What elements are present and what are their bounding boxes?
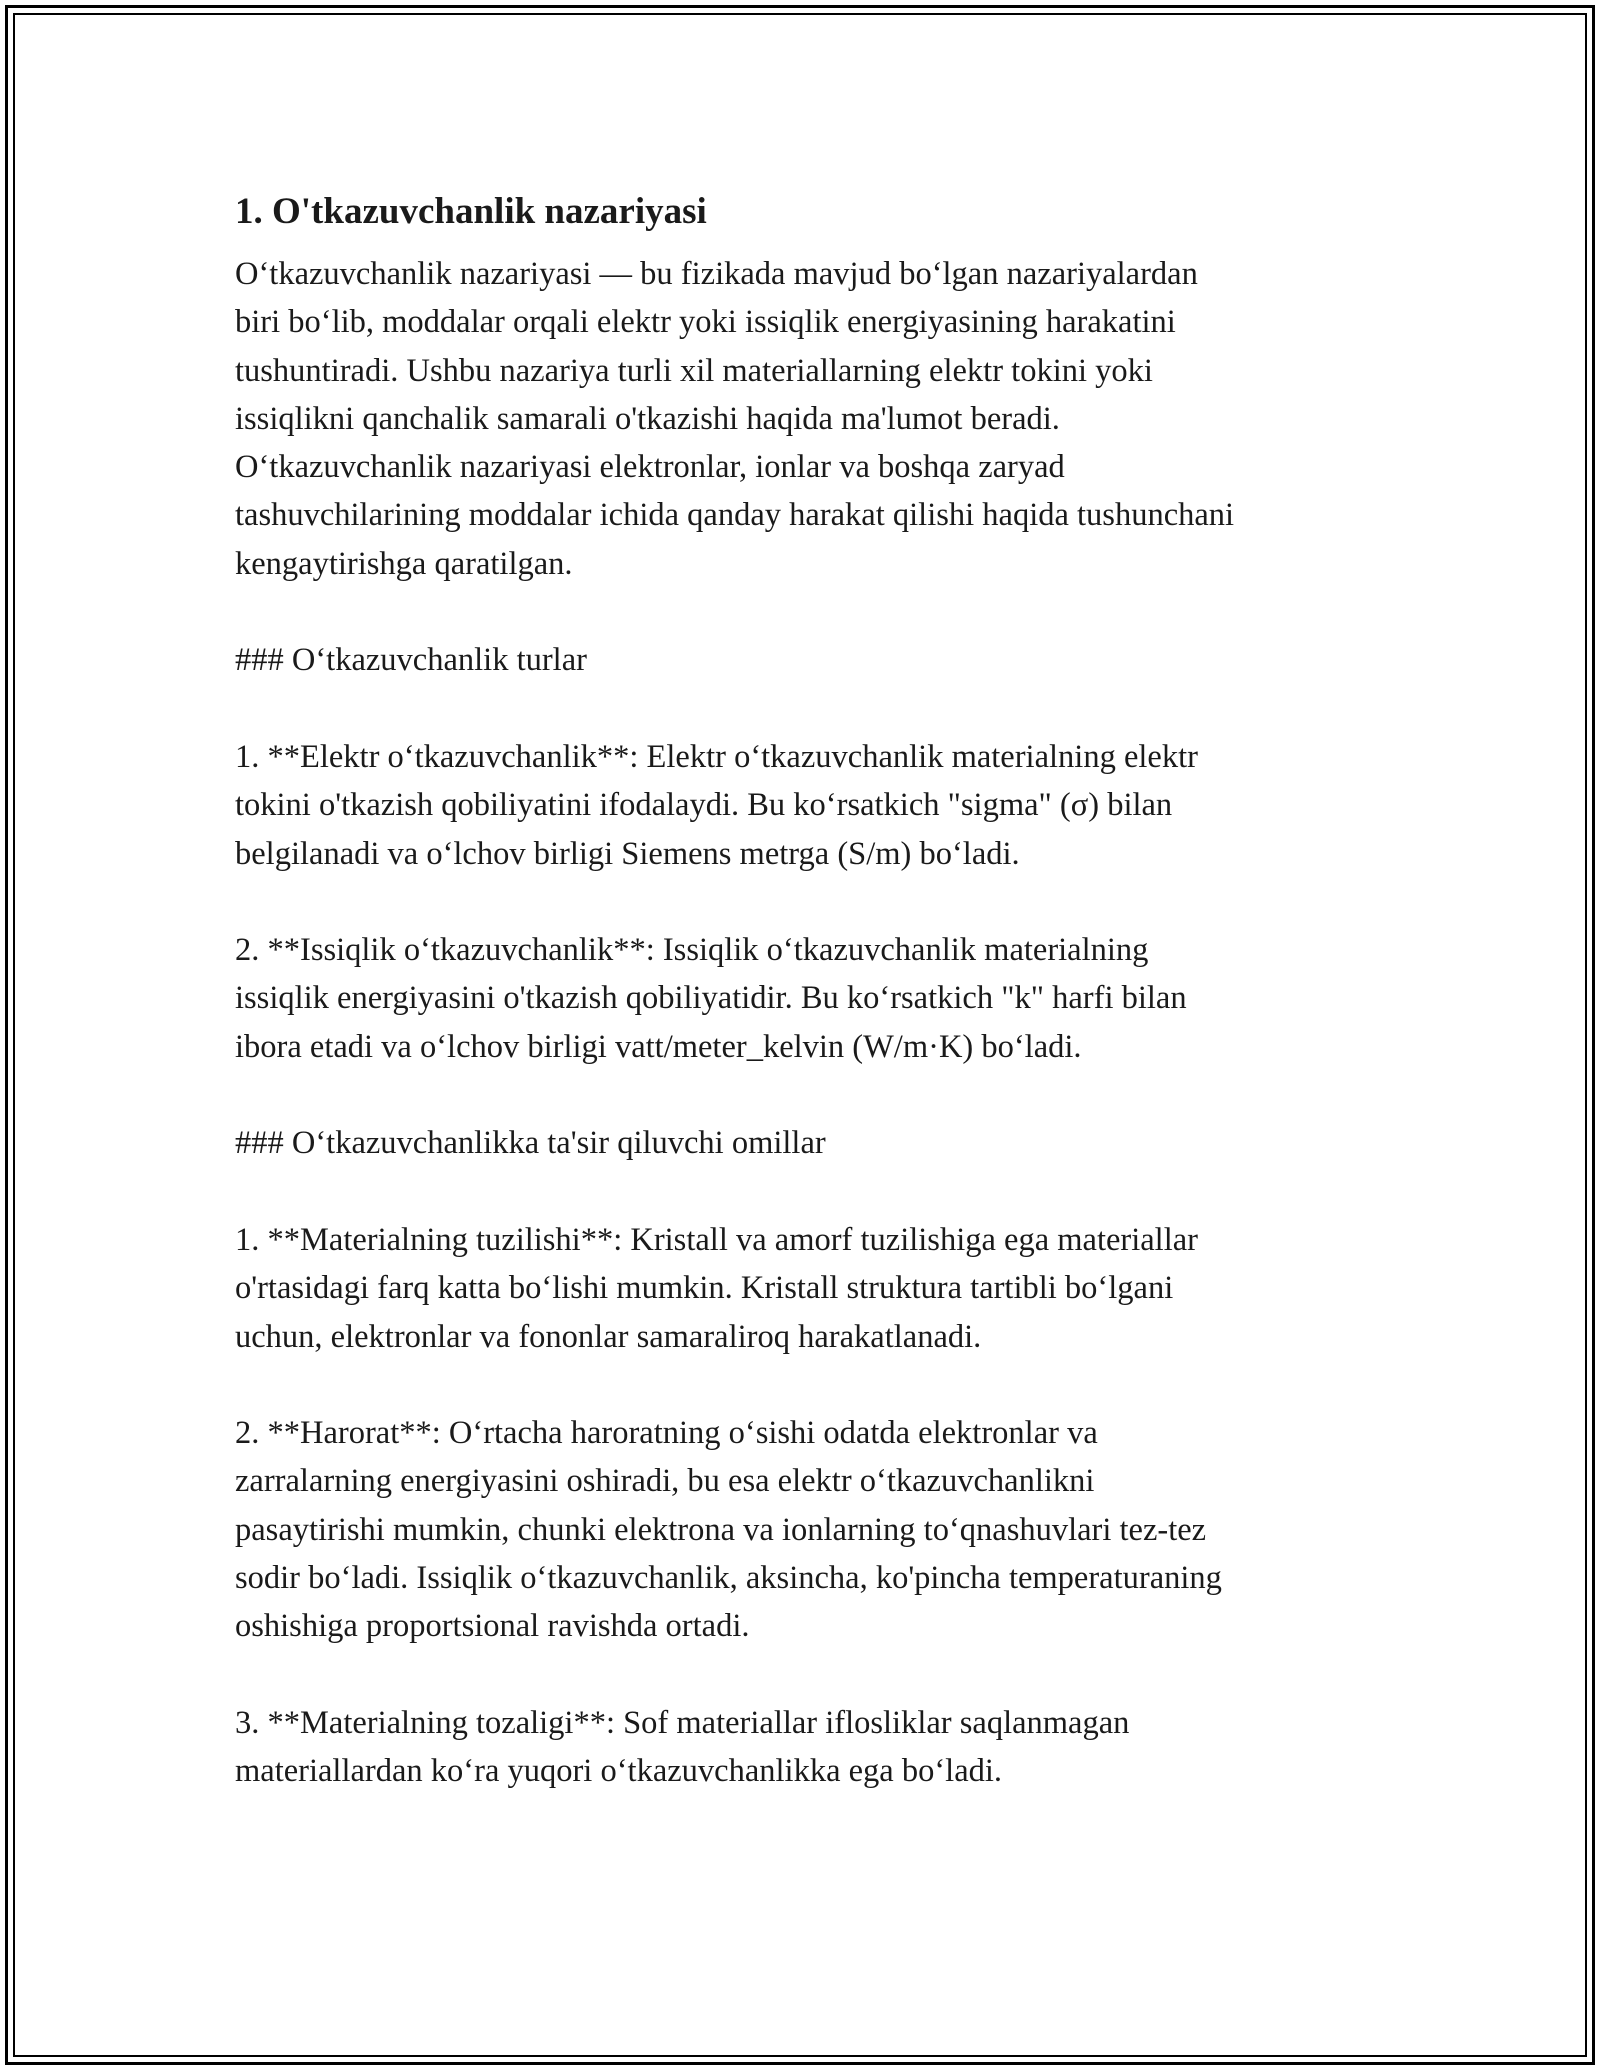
list-item-temperature: 2. **Harorat**: O‘rtacha haroratning o‘sishi odatda elektronlar va zarralarning energiyasini oshiradi, bu esa elektr o‘tkazuvchanlikni pasaytirishi mumkin, chunki elektrona va ionlarning to‘qnashuvlari tez-tez sodir bo‘ladi. Issiqlik o‘tkazuvchanlik, aksincha, ko'pincha temperaturaning oshishiga proportsional ravishda ortadi. (235, 1415, 1222, 1645)
section-heading-types: ### O‘tkazuvchanlik turlar (235, 642, 587, 679)
paragraph-intro: O‘tkazuvchanlik nazariyasi — bu fizikada mavjud bo‘lgan nazariyalardan biri bo‘lib, moddalar orqali elektr yoki issiqlik energiyasining harakatini tushuntiradi. Ushbu nazariya turli xil materiallarning elektr tokini yoki issiqlikni qanchalik samarali o'tkazishi haqida ma'lumot beradi. O‘tkazuvchanlik nazariyasi elektronlar, ionlar va boshqa zaryad tashuvchilarining moddalar ichida qanday harakat qilishi haqida tushunchani kengaytirishga qaratilgan. (235, 256, 1235, 582)
list-item-thermal: 2. **Issiqlik o‘tkazuvchanlik**: Issiqlik o‘tkazuvchanlik materialning issiqlik energiyasini o'tkazish qobiliyatidir. Bu ko‘rsatkich "k" harfi bilan ibora etadi va o‘lchov birligi vatt/meter_kelvin (W/m·K) bo‘ladi. (235, 932, 1187, 1065)
list-item-electric: 1. **Elektr o‘tkazuvchanlik**: Elektr o‘tkazuvchanlik materialning elektr tokini o'tkazish qobiliyatini ifodalaydi. Bu ko‘rsatkich "sigma" (σ) bilan belgilanadi va o‘lchov birligi Siemens metrga (S/m) bo‘ladi. (235, 738, 1198, 872)
section-heading-factors: ### O‘tkazuvchanlikka ta'sir qiluvchi omillar (235, 1125, 826, 1162)
document-body (235, 188, 1370, 1796)
list-item-structure: 1. **Materialning tuzilishi**: Kristall va amorf tuzilishiga ega materiallar o'rtasidagi farq katta bo‘lishi mumkin. Kristall struktura tartibli bo‘lgani uchun, elektronlar va fononlar samaraliroq harakatlanadi. (235, 1221, 1198, 1355)
list-item-purity: 3. **Materialning tozaligi**: Sof materiallar iflosliklar saqlanmagan materiallardan ko‘ra yuqori o‘tkazuvchanlikka ega bo‘ladi. (235, 1704, 1130, 1790)
document-title: 1. O'tkazuvchanlik nazariyasi (235, 191, 707, 232)
